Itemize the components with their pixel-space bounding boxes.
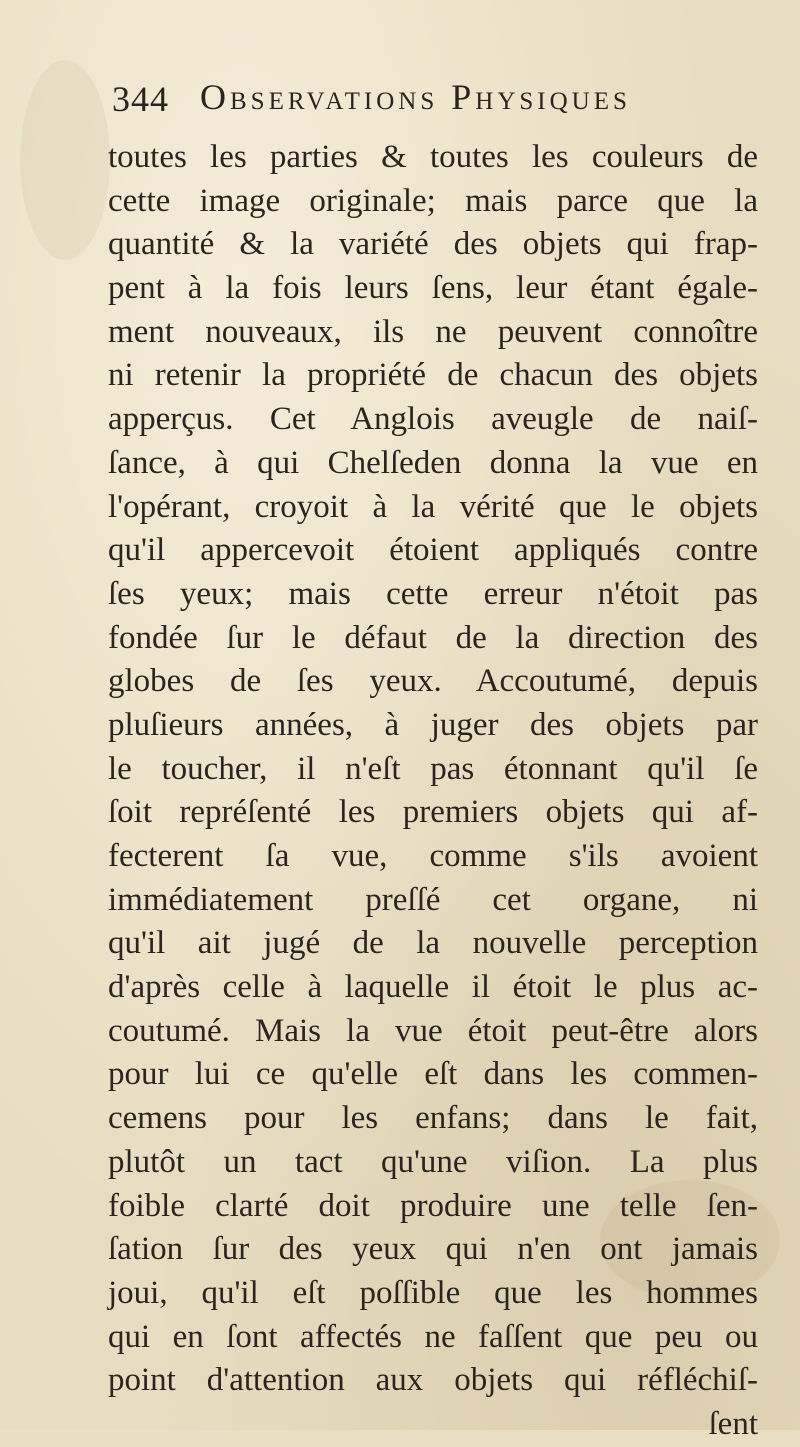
text-line: plutôt un tact qu'une viſion. La plus <box>108 1143 758 1180</box>
text-line: cemens pour les enfans; dans le fait, <box>108 1100 758 1137</box>
text-line: globes de ſes yeux. Accoutumé, depuis <box>108 663 758 700</box>
text-line: ſance, à qui Chelſeden donna la vue en <box>108 444 758 481</box>
text-line: immédiatement preſſé cet organe, ni <box>108 881 758 918</box>
text-line: foible clarté doit produire une telle ſen- <box>108 1187 758 1224</box>
paper-stain <box>20 60 110 260</box>
text-line: qui en ſont affectés ne faſſent que peu ou <box>108 1318 758 1355</box>
text-line: l'opérant, croyoit à la vérité que le objets <box>108 488 758 525</box>
text-line: quantité & la variété des objets qui frap- <box>108 226 758 263</box>
text-line: pent à la fois leurs ſens, leur étant égale- <box>108 270 758 307</box>
running-title: Observations Physiques <box>200 77 631 117</box>
text-line: cette image originale; mais parce que la <box>108 182 758 219</box>
text-line: ſoit repréſenté les premiers objets qui af- <box>108 794 758 831</box>
text-line: ni retenir la propriété de chacun des objets <box>108 357 758 394</box>
text-line: fecterent ſa vue, comme s'ils avoient <box>108 838 758 874</box>
text-line: qu'il appercevoit étoient appliqués contre <box>108 532 758 569</box>
text-line: ment nouveaux, ils ne peuvent connoître <box>108 313 758 350</box>
text-line: joui, qu'il eſt poſſible que les hommes <box>108 1274 758 1311</box>
text-line: coutumé. Mais la vue étoit peut-être alors <box>108 1012 758 1049</box>
text-line: ſes yeux; mais cette erreur n'étoit pas <box>108 575 758 612</box>
text-line: pour lui ce qu'elle eſt dans les commen- <box>108 1056 758 1093</box>
text-line: fondée ſur le défaut de la direction des <box>108 619 758 656</box>
body-text <box>108 136 758 1447</box>
text-line: le toucher, il n'eſt pas étonnant qu'il ſe <box>108 750 758 787</box>
text-line: point d'attention aux objets qui réfléchiſ- <box>108 1362 758 1399</box>
page-header <box>112 74 712 124</box>
page-number: 344 <box>112 79 169 119</box>
text-line: d'après celle à laquelle il étoit le plus ac- <box>108 969 758 1006</box>
catchword: ſent <box>708 1405 758 1442</box>
text-line: pluſieurs années, à juger des objets par <box>108 706 758 743</box>
text-line: qu'il ait jugé de la nouvelle perception <box>108 925 758 962</box>
text-line: toutes les parties & toutes les couleurs de <box>108 139 758 175</box>
text-line: ſation ſur des yeux qui n'en ont jamais <box>108 1231 758 1268</box>
text-line: apperçus. Cet Anglois aveugle de naiſ- <box>108 401 758 438</box>
